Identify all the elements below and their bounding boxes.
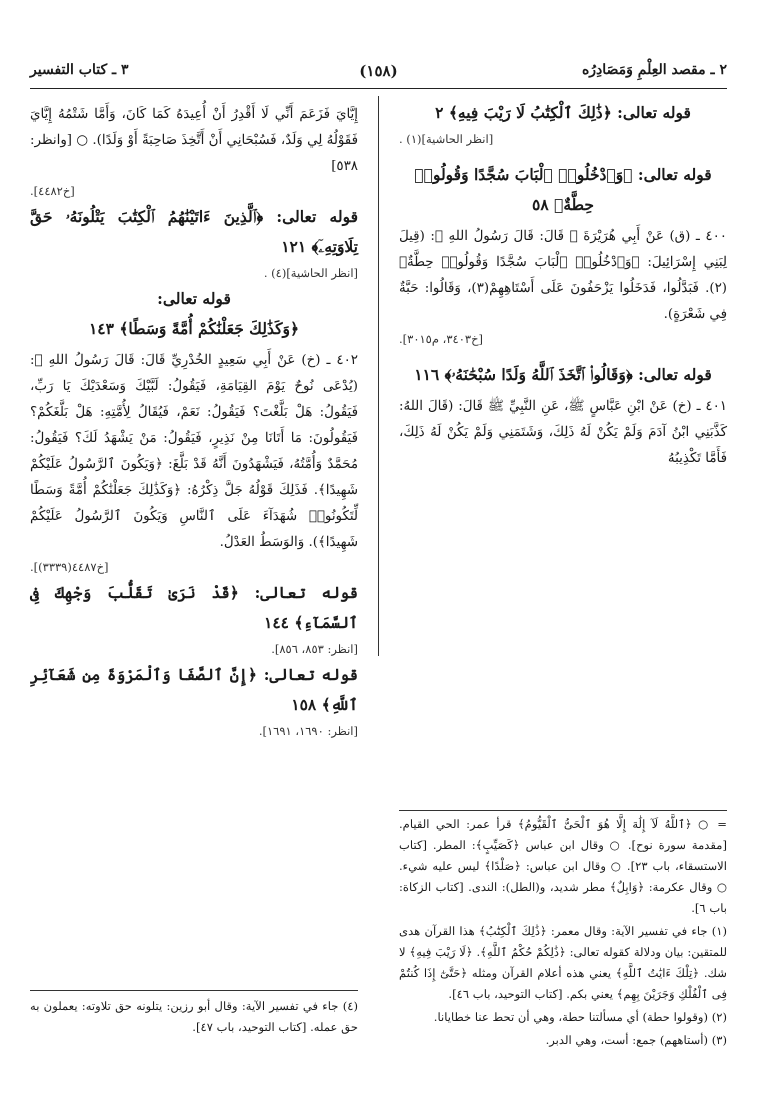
verse-heading: قوله تعالى: ﴿قَدْ نَرَىٰ تَقَلُّبَ وَجْهِكَ فِى ٱلسَّمَآءِ﴾ ١٤٤ <box>30 583 358 632</box>
footnotes-right <box>399 814 727 1053</box>
page-header <box>30 62 727 84</box>
reference: [خ٣٤٠٣، م٣٠١٥]. <box>399 332 484 346</box>
column-divider <box>378 96 379 656</box>
footnote-continued: = ○ ﴿ٱللَّهُ لَآ إِلَٰهَ إِلَّا هُوَ ٱلْحَىُّ ٱلْقَيُّومُ﴾ قرأ عمر: الحي القيام. [مقدمة سورة نوح]. ○ وقال ابن عباس ﴿كَصَيِّبٍ﴾: المطر. [كتاب الاستسقاء، باب ٢٣]. ○ وقال ابن عباس: ﴿صَلْدًا﴾ ليس عليه شيء. ○ وقال عكرمة: ﴿وَابِلٌ﴾ مطر شديد، و(الطل): الندى. [كتاب الزكاة: باب ٦]. <box>399 817 728 915</box>
left-column <box>30 98 358 742</box>
footnotes-left <box>30 996 358 1040</box>
reference: [انظر: ٨٥٣، ٨٥٦]. <box>271 642 358 656</box>
footnote-2: (٢) (وقولوا حطة) أي مسألتنا حطة، وهي أن تحط عنا خطايانا. <box>433 1010 727 1024</box>
reference: [انظر: ١٦٩٠، ١٦٩١]. <box>258 724 358 738</box>
verse-heading: قوله تعالى: ﴿ٱلَّذِينَ ءَاتَيْنَٰهُمُ ٱلْكِتَٰبَ يَتْلُونَهُۥ حَقَّ تِلَاوَتِهِۦٓ﴾ ١٢١ <box>30 207 358 256</box>
footnote-rule <box>399 810 727 811</box>
footnote-3: (٣) (أستاههم) جمع: أست، وهي الدبر. <box>545 1033 727 1047</box>
reference: [خ٤٤٨٢]. <box>30 184 75 198</box>
header-rule <box>30 88 727 89</box>
footnote-rule-left <box>30 990 358 991</box>
verse-heading-label: قوله تعالى: <box>157 289 231 308</box>
hadith-401: ٤٠١ ـ (خ) عَنْ ابْنِ عَبَّاسٍ ﷺ، عَنِ النَّبِيِّ ﷺ قَالَ: (قَالَ اللهُ: كَذَّبَنِي ابْنُ آدَمَ وَلَمْ يَكُنْ لَهُ ذَلِكَ، وَشَتَمَنِي وَلَمْ يَكُنْ لَهُ ذَلِكَ، فَأَمَّا تَكْذِيبُهُ <box>399 399 727 466</box>
header-section-title: ٢ ـ مقصد العِلْمِ وَمَصَادِرُه <box>581 62 727 78</box>
hadith-400: ٤٠٠ ـ (ق) عَنْ أَبِي هُرَيْرَةَ ﷺ قَالَ: قَالَ رَسُولُ اللهِ ﷺ: (قِيلَ لِبَنِي إِسْرَائِيلَ: ﴿وَٱدْخُلُوا۟ ٱلْبَابَ سُجَّدًا وَقُولُوا۟ حِطَّةٌ﴾(٢). فَبَدَّلُوا، فَدَخَلُوا يَزْحَفُونَ عَلَى أَسْتَاهِهِمْ(٣)، وَقَالُوا: حَبَّةٌ فِي شَعْرَةٍ). <box>399 229 727 322</box>
verse-heading: قوله تعالى: ﴿ذَٰلِكَ ٱلْكِتَٰبُ لَا رَيْبَ فِيهِ﴾ ٢ <box>435 103 691 122</box>
footnote-1: (١) جاء في تفسير الآية: وقال معمر: ﴿ذَٰلِكَ ٱلْكِتَٰبُ﴾ هذا القرآن هدى للمتقين: بيان ودلالة كقوله تعالى: ﴿ذَٰلِكُمْ حُكْمُ ٱللَّهِ﴾. ﴿لَا رَيْبَ فِيهِ﴾ لا شك. ﴿تِلْكَ ءَايَٰتُ ٱللَّهِ﴾ يعني هذه أعلام القرآن ومثله ﴿حَتَّىٰٓ إِذَا كُنتُمْ فِى ٱلْفُلْكِ وَجَرَيْنَ بِهِم﴾ يعني بكم. [كتاب التوحيد، باب ٤٦]. <box>399 924 727 1001</box>
reference: [خ٤٤٨٧(٣٣٣٩)]. <box>30 560 109 574</box>
verse-text: ﴿وَكَذَٰلِكَ جَعَلْنَٰكُمْ أُمَّةً وَسَطًا﴾ ١٤٣ <box>88 319 300 338</box>
reference: [انظر الحاشية](٤) . <box>263 266 358 280</box>
verse-heading: قوله تعالى: ﴿إِنَّ ٱلصَّفَا وَٱلْمَرْوَةَ مِن شَعَآئِرِ ٱللَّهِ﴾ ١٥٨ <box>30 665 358 714</box>
verse-heading: قوله تعالى: ﴿وَقَالُوا۟ ٱتَّخَذَ ٱللَّهُ وَلَدًا سُبْحَٰنَهُۥ﴾ ١١٦ <box>414 365 712 384</box>
page-number: (١٥٨) <box>359 62 398 80</box>
header-book-title: ٣ ـ كتاب التفسير <box>30 62 129 78</box>
footnote-4: (٤) جاء في تفسير الآية: وقال أبو رزين: يتلونه حق تلاوته: يعملون به حق عمله. [كتاب التوحيد، باب ٤٧]. <box>30 999 358 1034</box>
hadith-402: ٤٠٢ ـ (خ) عَنْ أَبِي سَعِيدٍ الخُدْرِيِّ قَالَ: قَالَ رَسُولُ اللهِ ﷺ: (يُدْعَى نُوحٌ يَوْمَ القِيَامَةِ، فَيَقُولُ: لَبَّيْكَ وَسَعْدَيْكَ يَا رَبِّ، فَيَقُولُ: هَلْ بَلَّغْتَ؟ فَيَقُولُ: نَعَمْ، فَيُقَالُ لِأُمَّتِهِ: هَلْ بَلَّغَكُمْ؟ فَيَقُولُونَ: مَا أَتَانَا مِنْ نَذِيرٍ، فَيَقُولُ: مَنْ يَشْهَدُ لَكَ؟ فَيَقُولُ: مُحَمَّدٌ وَأُمَّتُهُ، فَيَشْهَدُونَ أَنَّهُ قَدْ بَلَّغَ: ﴿وَيَكُونَ ٱلرَّسُولُ عَلَيْكُمْ شَهِيدًا﴾. فَذَلِكَ قَوْلُهُ جَلَّ ذِكْرُهُ: ﴿وَكَذَٰلِكَ جَعَلْنَٰكُمْ أُمَّةً وَسَطًا لِّتَكُونُوا۟ شُهَدَآءَ عَلَى ٱلنَّاسِ وَيَكُونَ ٱلرَّسُولُ عَلَيْكُمْ شَهِيدًا﴾). وَالوَسَطُ العَدْلُ. <box>30 353 358 550</box>
verse-heading: قوله تعالى: ﴿وَٱدْخُلُوا۟ ٱلْبَابَ سُجَّدًا وَقُولُوا۟ حِطَّةٌ﴾ ٥٨ <box>414 165 712 214</box>
reference: [انظر الحاشية](١) . <box>399 132 494 146</box>
hadith-401-continued: إِيَّايَ فَزَعَمَ أَنِّي لَا أَقْدِرُ أَنْ أُعِيدَهُ كَمَا كَانَ، وَأَمَّا شَتْمُهُ إِيَّايَ فَقَوْلُهُ لِي وَلَدٌ، فَسُبْحَانِي أَنْ أَتَّخِذَ صَاحِبَةً أَوْ وَلَدًا). ○ [وانظر: ٥٣٨] <box>30 107 358 174</box>
right-column <box>399 98 727 472</box>
